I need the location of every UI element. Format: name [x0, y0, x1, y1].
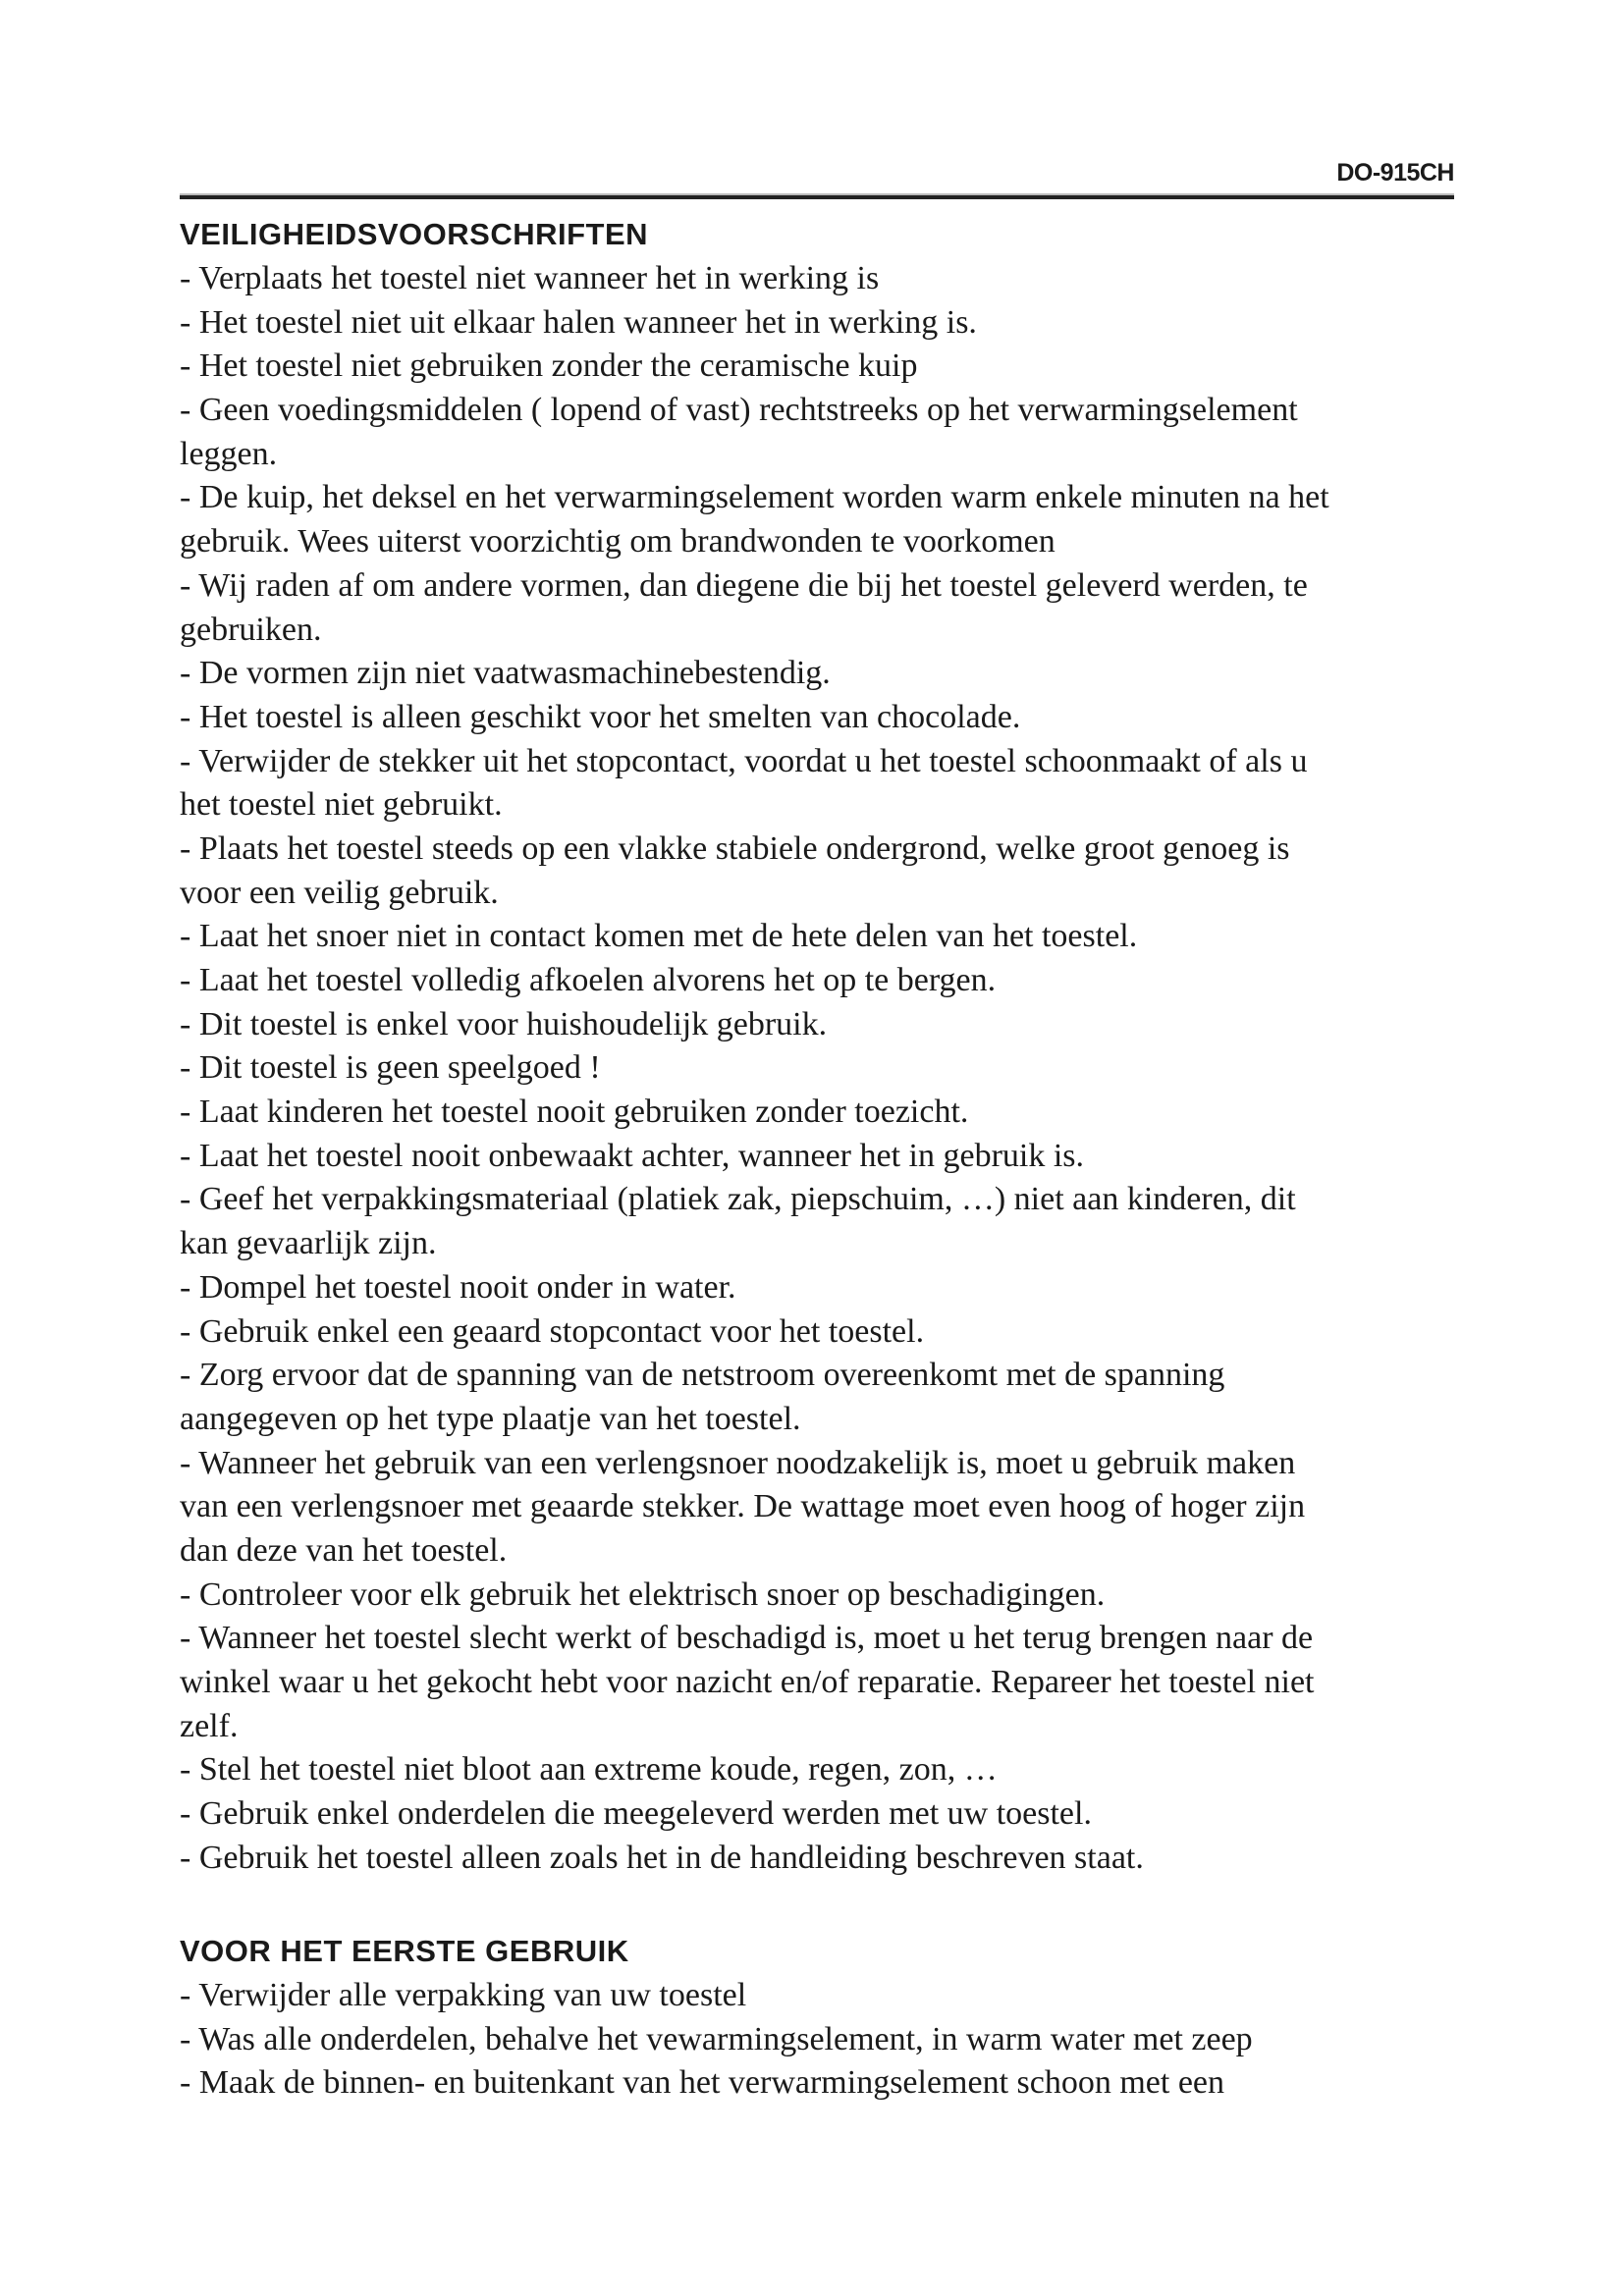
text-line: voor een veilig gebruik. [180, 874, 499, 911]
text-line: winkel waar u het gekocht hebt voor nazicht en/of reparatie. Repareer het toestel niet [180, 1664, 1315, 1700]
header-divider [180, 195, 1454, 199]
text-line: dan deze van het toestel. [180, 1531, 508, 1569]
text-line: - Laat kinderen het toestel nooit gebruiken zonder toezicht. [180, 1094, 969, 1131]
text-line: - Geen voedingsmiddelen ( lopend of vast) rechtstreeks op het verwarmingselement [180, 392, 1298, 429]
text-line: - Verwijder de stekker uit het stopcontact, voordat u het toestel schoonmaakt of als u [180, 742, 1308, 779]
text-line: - Verwijder alle verpakking van uw toestel [180, 1977, 747, 2013]
text-line: gebruik. Wees uiterst voorzichtig om brandwonden te voorkomen [180, 523, 1056, 561]
model-number: DO-915CH [1336, 159, 1454, 187]
section-body [180, 257, 1466, 1880]
text-line: - Maak de binnen- en buitenkant van het verwarmingselement schoon met een [180, 2064, 1225, 2102]
text-line: - Dit toestel is enkel voor huishoudelijk gebruik. [180, 1005, 828, 1042]
text-line: - Gebruik het toestel alleen zoals het in de handleiding beschreven staat. [180, 1839, 1144, 1876]
text-line: aangegeven op het type plaatje van het toestel. [180, 1400, 801, 1437]
text-line: - Verplaats het toestel niet wanneer het in werking is [180, 260, 880, 296]
text-line: van een verlengsnoer met geaarde stekker. De wattage moet even hoog of hoger zijn [180, 1488, 1306, 1525]
section-heading: VEILIGHEIDSVOORSCHRIFTEN [180, 217, 649, 251]
text-line: het toestel niet gebruikt. [180, 786, 503, 824]
text-line: zelf. [180, 1707, 239, 1744]
text-line: - Geef het verpakkingsmateriaal (platiek zak, piepschuim, …) niet aan kinderen, dit [180, 1181, 1296, 1218]
text-line: - Stel het toestel niet bloot aan extreme koude, regen, zon, … [180, 1751, 998, 1789]
text-line: - Wij raden af om andere vormen, dan diegene die bij het toestel geleverd werden, te [180, 566, 1308, 604]
text-line: - Het toestel niet uit elkaar halen wanneer het in werking is. [180, 303, 977, 341]
section-first-use [180, 1929, 1466, 2106]
text-line: - Laat het toestel volledig afkoelen alvorens het op te bergen. [180, 962, 997, 998]
section-safety [180, 212, 1466, 1880]
text-line: - Wanneer het gebruik van een verlengsnoer noodzakelijk is, moet u gebruik maken [180, 1444, 1296, 1481]
text-line: - De vormen zijn niet vaatwasmachinebestendig. [180, 655, 831, 692]
section-heading: VOOR HET EERSTE GEBRUIK [180, 1934, 629, 1968]
section-body [180, 1974, 1466, 2106]
text-line: - Plaats het toestel steeds op een vlakke stabiele ondergrond, welke groot genoeg is [180, 829, 1290, 867]
text-line: - Gebruik enkel onderdelen die meegeleverd werden met uw toestel. [180, 1795, 1092, 1833]
text-line: - Laat het toestel nooit onbewaakt achter, wanneer het in gebruik is. [180, 1137, 1085, 1174]
text-line: gebruiken. [180, 611, 322, 648]
text-line: - Dompel het toestel nooit onder in water. [180, 1268, 736, 1306]
text-line: - Wanneer het toestel slecht werkt of beschadigd is, moet u het terug brengen naar de [180, 1620, 1314, 1657]
text-line: - Laat het snoer niet in contact komen met de hete delen van het toestel. [180, 918, 1138, 955]
text-line: - Gebruik enkel een geaard stopcontact voor het toestel. [180, 1312, 925, 1350]
text-line: - De kuip, het deksel en het verwarmingselement worden warm enkele minuten na het [180, 479, 1329, 516]
text-line: - Was alle onderdelen, behalve het vewarmingselement, in warm water met zeep [180, 2020, 1253, 2057]
text-line: - Dit toestel is geen speelgoed ! [180, 1049, 601, 1087]
text-line: - Het toestel is alleen geschikt voor het smelten van chocolade. [180, 698, 1021, 735]
text-line: - Controleer voor elk gebruik het elektrisch snoer op beschadigingen. [180, 1575, 1106, 1613]
text-line: leggen. [180, 435, 278, 472]
text-line: kan gevaarlijk zijn. [180, 1225, 437, 1262]
text-line: - Zorg ervoor dat de spanning van de netstroom overeenkomt met de spanning [180, 1357, 1225, 1394]
text-line: - Het toestel niet gebruiken zonder the ceramische kuip [180, 347, 918, 385]
